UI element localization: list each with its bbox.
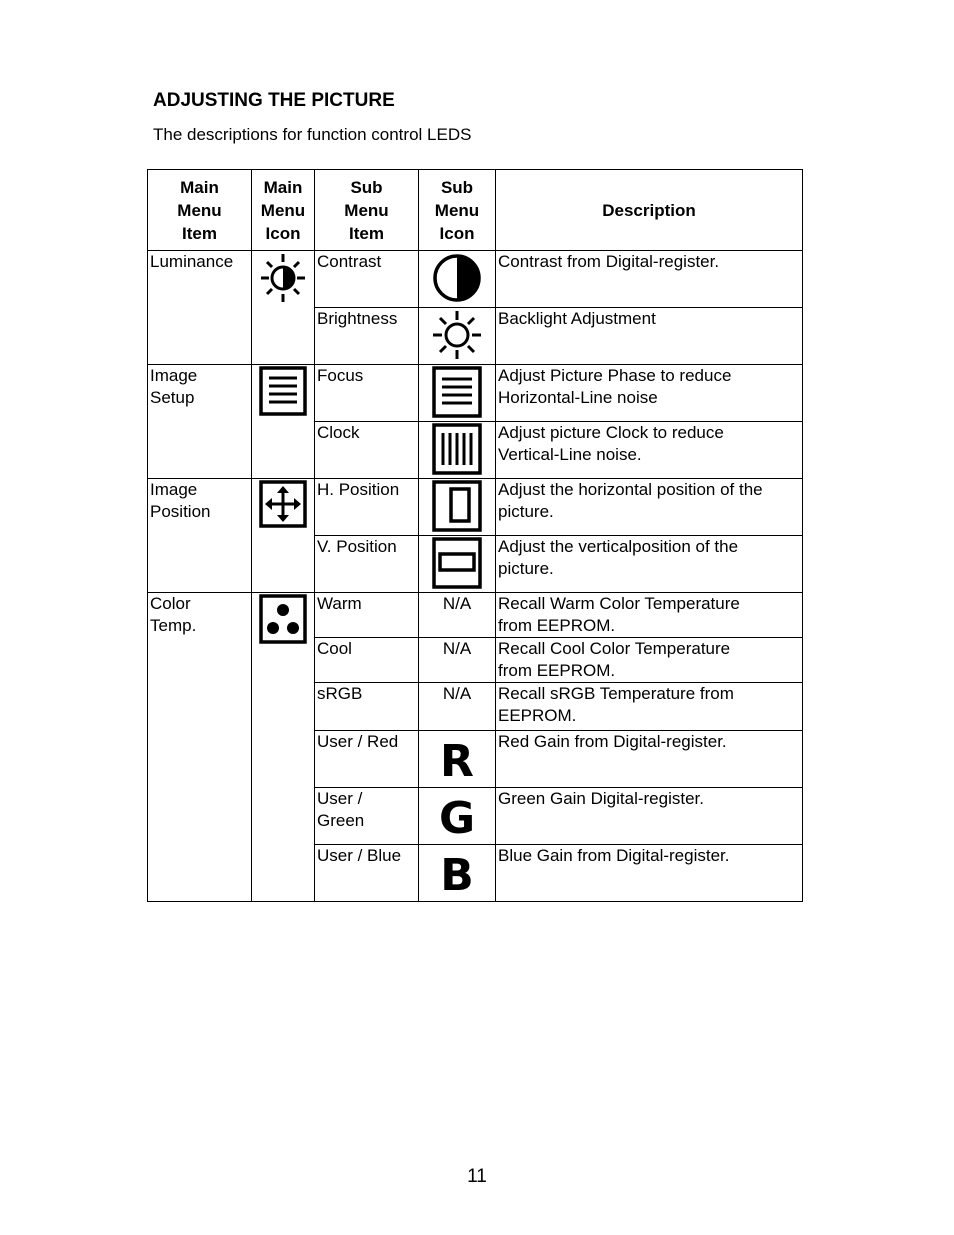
main-item-luminance — [148, 251, 252, 365]
sun-half-icon — [258, 251, 308, 305]
table-row — [148, 479, 803, 536]
table-row — [148, 251, 803, 308]
main-icon-cell — [252, 251, 315, 365]
main-icon-cell — [252, 593, 315, 902]
three-dots-icon — [258, 593, 308, 645]
header-description: Description — [496, 170, 803, 251]
sub-icon-cell — [419, 251, 496, 308]
description-cell — [496, 422, 803, 479]
sub-icon-cell — [419, 731, 496, 788]
sub-item-text: User / — [317, 789, 363, 808]
sub-item-h-position: H. Position — [315, 479, 419, 536]
main-item-text: Luminance — [150, 252, 234, 271]
sub-icon-cell — [419, 479, 496, 536]
header-text: Icon — [265, 223, 301, 243]
sub-icon-na: N/A — [419, 593, 496, 638]
letter-b-glyph: B — [440, 850, 474, 899]
table-row — [148, 365, 803, 422]
contrast-icon — [430, 251, 484, 305]
sub-item-focus: Focus — [315, 365, 419, 422]
sub-icon-cell — [419, 845, 496, 902]
header-text: Item — [349, 223, 384, 243]
sub-item-user-red: User / Red — [315, 731, 419, 788]
header-text: Menu — [344, 200, 389, 220]
h-position-icon — [431, 479, 483, 533]
table-header-row — [148, 170, 803, 251]
description-cell — [496, 536, 803, 593]
page-number: 11 — [467, 1166, 487, 1187]
header-sub-menu-icon — [419, 170, 496, 251]
sub-item-warm: Warm — [315, 593, 419, 638]
sub-item-srgb: sRGB — [315, 683, 419, 731]
main-item-text: Image — [150, 480, 198, 499]
header-text: Main — [180, 177, 219, 197]
sub-icon-na: N/A — [419, 638, 496, 683]
sub-item-v-position: V. Position — [315, 536, 419, 593]
description-text: Vertical-Line noise. — [498, 445, 642, 464]
main-item-text: Color — [150, 594, 191, 613]
description-text: Adjust picture Clock to reduce — [498, 423, 724, 442]
move-arrows-icon — [258, 479, 308, 529]
description-cell — [496, 365, 803, 422]
letter-g-glyph: G — [438, 793, 476, 842]
letter-r-glyph: R — [440, 736, 474, 785]
main-item-image-position — [148, 479, 252, 593]
description-cell: Blue Gain from Digital-register. — [496, 845, 803, 902]
sub-icon-cell — [419, 308, 496, 365]
header-text: Sub — [440, 177, 474, 197]
intro-text: The descriptions for function control LEDS — [153, 125, 472, 144]
description-cell: Backlight Adjustment — [496, 308, 803, 365]
main-icon-cell — [252, 365, 315, 479]
header-text: Icon — [439, 223, 475, 243]
letter-r-icon — [432, 731, 482, 785]
description-cell: Contrast from Digital-register. — [496, 251, 803, 308]
header-text: Menu — [434, 200, 480, 220]
description-text: Horizontal-Line noise — [498, 388, 658, 407]
description-cell — [496, 593, 803, 638]
description-cell: Red Gain from Digital-register. — [496, 731, 803, 788]
lines-icon — [258, 365, 308, 417]
table-row — [148, 593, 803, 638]
header-text: Sub — [350, 177, 383, 197]
description-text: Recall Warm Color Temperature — [498, 594, 740, 613]
description-text: picture. — [498, 502, 554, 521]
header-text: Menu — [177, 200, 222, 220]
description-cell — [496, 638, 803, 683]
main-item-text: Temp. — [150, 616, 197, 635]
description-text: Adjust Picture Phase to reduce — [498, 366, 732, 385]
description-text: EEPROM. — [498, 706, 577, 725]
v-position-icon — [431, 536, 483, 590]
sub-icon-cell — [419, 788, 496, 845]
focus-icon — [431, 365, 483, 419]
page-heading: ADJUSTING THE PICTURE — [153, 90, 395, 111]
header-text: Main — [263, 177, 303, 197]
main-icon-cell — [252, 479, 315, 593]
main-item-text: Setup — [150, 388, 195, 407]
sub-icon-cell — [419, 422, 496, 479]
sub-item-clock: Clock — [315, 422, 419, 479]
header-text: Item — [182, 223, 217, 243]
sub-icon-cell — [419, 365, 496, 422]
header-text: Menu — [260, 200, 306, 220]
sub-icon-cell — [419, 536, 496, 593]
description-cell — [496, 683, 803, 731]
main-item-image-setup — [148, 365, 252, 479]
header-main-menu-icon — [252, 170, 315, 251]
main-item-text: Position — [150, 502, 211, 521]
description-text: Recall sRGB Temperature from — [498, 684, 734, 703]
sun-icon — [430, 308, 484, 362]
header-sub-menu-item — [315, 170, 419, 251]
main-item-text: Image — [150, 366, 198, 385]
clock-bars-icon — [431, 422, 483, 476]
description-text: picture. — [498, 559, 554, 578]
sub-item-contrast: Contrast — [315, 251, 419, 308]
description-text: Adjust the horizontal position of the — [498, 480, 763, 499]
description-cell: Green Gain Digital-register. — [496, 788, 803, 845]
sub-item-cool: Cool — [315, 638, 419, 683]
letter-g-icon — [432, 788, 482, 842]
description-cell — [496, 479, 803, 536]
sub-item-user-green — [315, 788, 419, 845]
description-text: from EEPROM. — [498, 616, 616, 635]
sub-item-text: Green — [317, 811, 365, 830]
menu-function-table — [147, 169, 803, 902]
main-item-color-temp — [148, 593, 252, 902]
sub-icon-na: N/A — [419, 683, 496, 731]
letter-b-icon — [432, 845, 482, 899]
sub-item-brightness: Brightness — [315, 308, 419, 365]
header-main-menu-item — [148, 170, 252, 251]
description-text: Recall Cool Color Temperature — [498, 639, 731, 658]
description-text: Adjust the verticalposition of the — [498, 537, 739, 556]
description-text: from EEPROM. — [498, 661, 616, 680]
sub-item-user-blue: User / Blue — [315, 845, 419, 902]
